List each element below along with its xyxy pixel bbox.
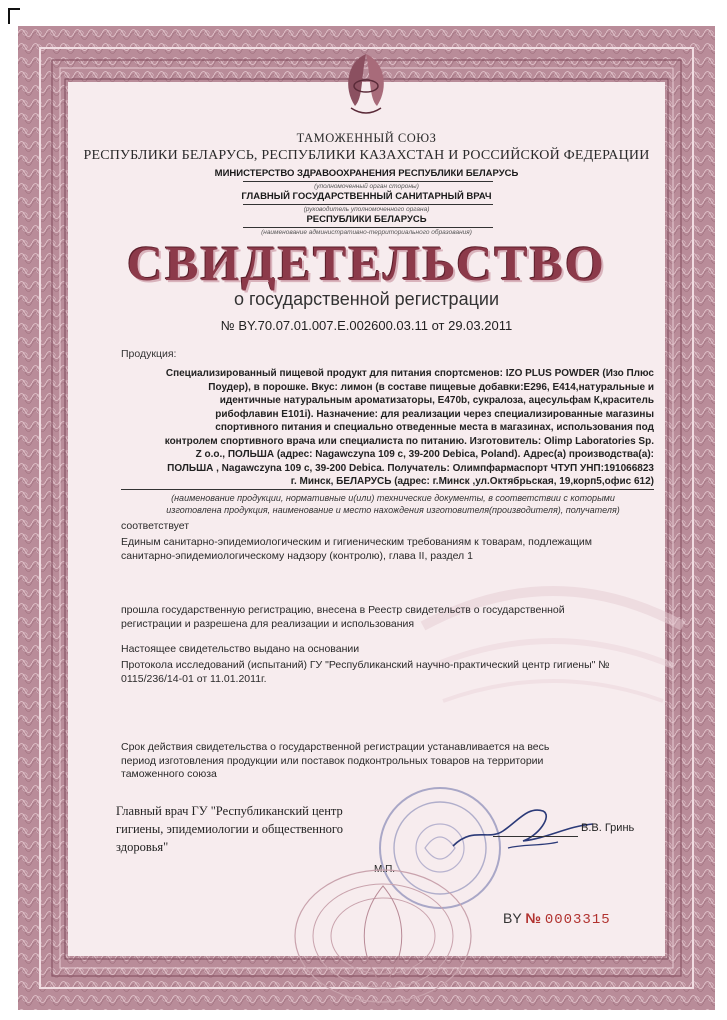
signatory-line: Главный врач ГУ "Республиканский центр [116, 804, 343, 818]
product-line: контролем спортивного врача или специалиста по питанию. Изготовитель: Olimp Laboratories Sp. [164, 435, 654, 447]
caption-head: (руководитель уполномоченного органа) [303, 206, 430, 213]
basis-line: 0115/236/14-01 от 11.01.2011г. [121, 672, 267, 685]
product-line: ПОЛЬША , Nagawczyna 109 c, 39-200 Debica. Получатель: Олимпфармаспорт ЧТУП УНП:191066823 [167, 462, 654, 474]
certificate-subtitle: о государственной регистрации [233, 289, 499, 309]
signatory-title [116, 802, 406, 856]
validity-line: Срок действия свидетельства о государственной регистрации устанавливается на весь [121, 741, 550, 753]
basis-line: Протокола исследований (испытаний) ГУ "Республиканский научно-практический центр гигиены" № [121, 659, 610, 671]
certificate-title: СВИДЕТЕЛЬСТВО [127, 235, 606, 291]
conformity-text [121, 536, 592, 563]
product-line: Поудер), в порошке. Вкус: лимон (в составе пищевые добавки:E296, E414,натуральные и [208, 381, 654, 393]
signatory-line: здоровья" [116, 840, 169, 854]
product-line: Z o.o., ПОЛЬША (адрес: Nagawczyna 109 c, 39-200 Debica, Poland). Адрес(а) производства(а): [195, 449, 654, 460]
product-line: Специализированный пищевой продукт для питания спортсменов: IZO PLUS POWDER (Изо Плюс [165, 368, 654, 379]
divider [243, 227, 493, 228]
registered-line: прошла государственную регистрацию, внесена в Реестр свидетельств о государственной [121, 604, 565, 616]
product-description [121, 367, 654, 489]
conformity-line: санитарно-эпидемиологическому надзору (контролю), глава II, раздел 1 [121, 549, 473, 562]
official-title: ГЛАВНЫЙ ГОСУДАРСТВЕННЫЙ САНИТАРНЫЙ ВРАЧ [241, 191, 492, 202]
conformity-label: соответствует [121, 520, 190, 532]
stamp-place: М.П. [374, 864, 396, 875]
union-title: ТАМОЖЕННЫЙ СОЮЗ [296, 131, 437, 145]
customs-union-emblem [337, 48, 395, 118]
certificate-serial [503, 910, 611, 928]
signature-line [493, 836, 578, 837]
ministry-line: МИНИСТЕРСТВО ЗДРАВООХРАНЕНИЯ РЕСПУБЛИКИ БЕЛАРУСЬ [214, 168, 519, 179]
scan-corner-mark [8, 8, 20, 24]
validity-line: таможенного союза [121, 768, 217, 780]
serial-number: 0003315 [544, 912, 611, 928]
basis-text [121, 659, 610, 686]
registration-statement [121, 604, 565, 631]
divider [121, 489, 654, 490]
republic-line: РЕСПУБЛИКИ БЕЛАРУСЬ [306, 214, 427, 225]
validity-text [121, 741, 549, 782]
validity-line: период изготовления продукции или поставок подконтрольных товаров на территории [121, 754, 544, 767]
product-caption [128, 492, 658, 516]
caption-territory: (наименование административно-территориального образования) [261, 229, 472, 236]
watermark [413, 566, 693, 726]
divider [243, 204, 493, 205]
product-label: Продукция: [121, 348, 177, 360]
countries-line: РЕСПУБЛИКИ БЕЛАРУСЬ, РЕСПУБЛИКИ КАЗАХСТАН И РОССИЙСКОЙ ФЕДЕРАЦИИ [83, 148, 650, 163]
product-line: идентичные натуральным ароматизаторы, E470b, сукралоза, ацесульфам К,краситель [219, 395, 654, 406]
registration-number: № BY.70.07.01.007.E.002600.03.11 от 29.03.2011 [220, 318, 513, 333]
handwritten-signature [448, 796, 598, 861]
caption-line: (наименование продукции, нормативные и(или) технические документы, в соответствии с которыми [171, 493, 615, 503]
signatory-name: В.В. Гринь [581, 822, 635, 834]
product-line: г. Минск, БЕЛАРУСЬ (адрес: г.Минск ,ул.Октябрьская, 19,корп5,офис 612) [290, 476, 654, 487]
caption-line: изготовлена продукция, наименование и место нахождения изготовителя(производителя), получателя) [166, 505, 620, 515]
certificate-sheet [18, 26, 715, 1010]
conformity-line: Единым санитарно-эпидемиологическим и гигиеническим требованиям к товарам, подлежащим [121, 536, 593, 548]
basis-label: Настоящее свидетельство выдано на основании [121, 643, 360, 655]
divider [243, 181, 493, 182]
signatory-line: гигиены, эпидемиологии и общественного [116, 822, 343, 836]
product-line: рибофлавин E101i). Назначение: для реализации через специализированные магазины [215, 408, 654, 420]
product-line: спортивного питания и специально отведенные места в магазинах, использования под [215, 422, 654, 433]
registered-line: регистрации и разрешена для реализации и использования [121, 617, 415, 630]
caption-authorized-body: (уполномоченный орган стороны) [314, 183, 419, 190]
guilloche-rosette [288, 856, 478, 1006]
number-sign: № [525, 910, 541, 926]
series-code: BY [503, 910, 522, 926]
